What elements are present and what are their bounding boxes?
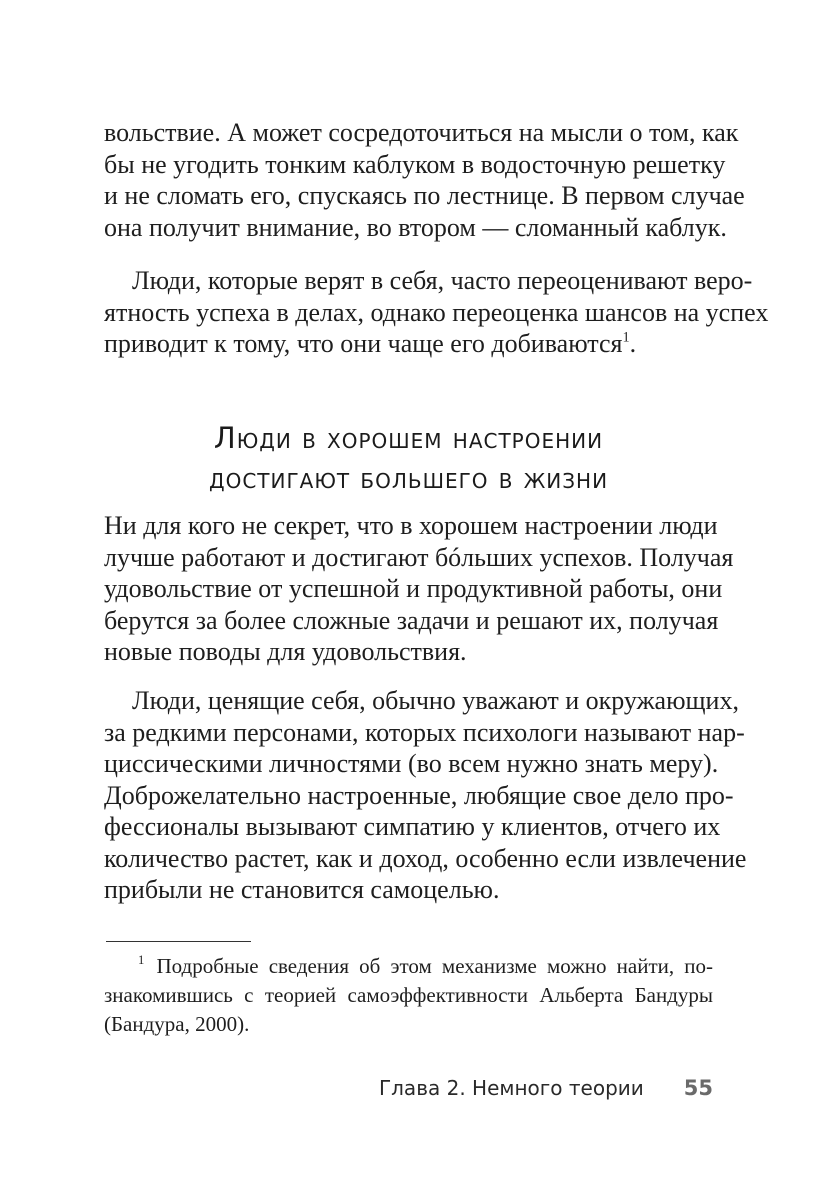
text-line: и не сломать его, спускаясь по лестнице. В первом случае bbox=[104, 181, 745, 210]
text-line: прибыли не становится самоцелью. bbox=[104, 875, 500, 904]
paragraph-self-respect bbox=[104, 685, 747, 906]
footnote-marker: 1 bbox=[138, 953, 145, 968]
paragraph-good-mood bbox=[104, 510, 734, 668]
text-line: Люди, ценящие себя, обычно уважают и окружающих, bbox=[132, 686, 739, 715]
text-line: ятность успеха в делах, однако переоценка шансов на успех bbox=[104, 297, 769, 327]
footnote bbox=[104, 952, 713, 1039]
footnote-text: Подробные сведения об этом механизме можно найти, по- bbox=[156, 954, 714, 978]
text-line: Люди, которые верят в себя, часто переоценивают веро- bbox=[132, 266, 753, 295]
running-footer bbox=[104, 1076, 713, 1108]
text-line: Ни для кого не секрет, что в хорошем настроении люди bbox=[104, 511, 718, 540]
footnote-line: (Бандура, 2000). bbox=[104, 1012, 250, 1036]
text-line: количество растет, как и доход, особенно если извлечение bbox=[104, 843, 747, 873]
footnote-line: знакомившись с теорией самоэффективности Альберта Бандуры bbox=[104, 983, 713, 1007]
paragraph-self-belief bbox=[104, 265, 769, 360]
sentence-end: . bbox=[629, 329, 637, 358]
heading-line: достигают большего в жизни bbox=[208, 461, 609, 495]
text-line: она получит внимание, во втором — сломанный каблук. bbox=[104, 212, 727, 242]
footnote-reference[interactable]: 1 bbox=[622, 329, 630, 346]
section-heading bbox=[104, 418, 713, 498]
text-line: Доброжелательно настроенные, любящие свое дело про- bbox=[104, 780, 734, 810]
text-line: за редкими персонами, которых психологи называют нар- bbox=[104, 717, 745, 747]
text-line: удовольствие от успешной и продуктивной работы, они bbox=[104, 574, 723, 603]
heading-line: Люди в хорошем настроении bbox=[213, 421, 604, 455]
text-line: циссическими личностями (во всем нужно знать меру). bbox=[104, 749, 719, 778]
footnote-line bbox=[104, 952, 713, 981]
text-line: лучше работают и достигают бóльших успехов. Получая bbox=[104, 542, 734, 572]
footnote-divider bbox=[106, 941, 251, 942]
text-line-with-footnote bbox=[104, 328, 713, 360]
text-line: бы не угодить тонким каблуком в водосточную решетку bbox=[104, 149, 726, 179]
text-line: вольствие. А может сосредоточиться на мысли о том, как bbox=[104, 118, 739, 147]
text-line: берутся за более сложные задачи и решают их, получая bbox=[104, 605, 719, 635]
text-line: приводит к тому, что они чаще его добиваются bbox=[104, 329, 623, 358]
text-line: фессионалы вызывают симпатию у клиентов, отчего их bbox=[104, 812, 721, 841]
chapter-title: Глава 2. Немного теории bbox=[378, 1076, 644, 1100]
paragraph-continuation bbox=[104, 117, 745, 243]
page-number: 55 bbox=[683, 1076, 713, 1100]
text-line: новые поводы для удовольствия. bbox=[104, 637, 467, 666]
